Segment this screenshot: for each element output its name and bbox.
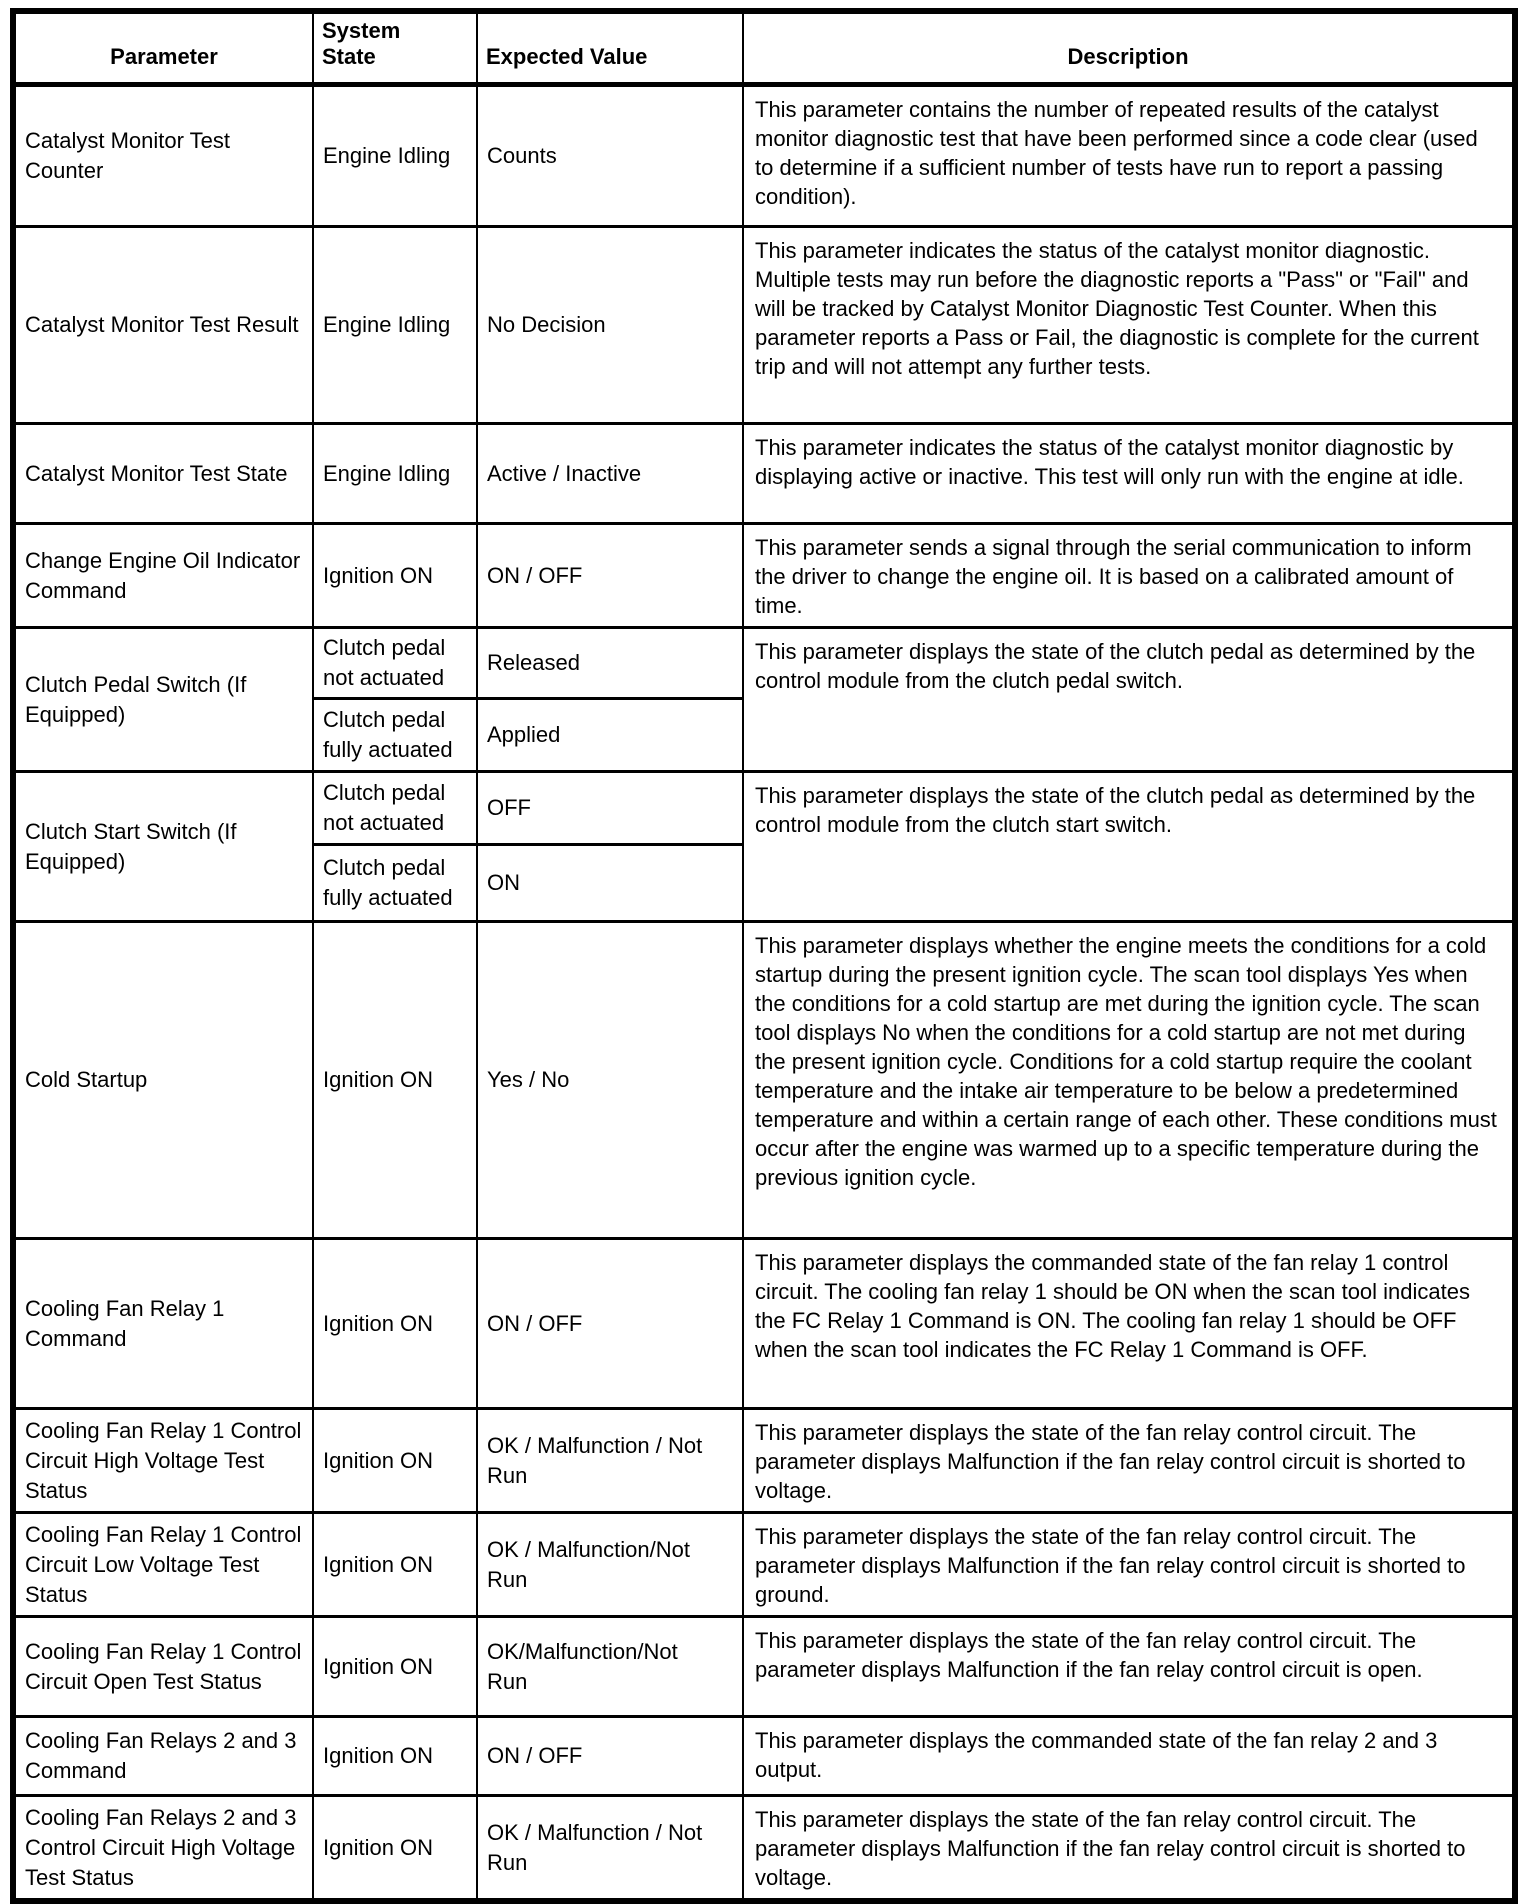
cell-expected-value: Counts (477, 85, 743, 227)
cell-expected-value: Yes / No (477, 922, 743, 1239)
cell-parameter: Clutch Pedal Switch (If Equipped) (13, 628, 313, 772)
table-row (13, 772, 1515, 845)
cell-description: This parameter displays the state of the fan relay control circuit. The parameter displays Malfunction if the fan relay control circuit is open. (743, 1617, 1515, 1717)
cell-system-state: Ignition ON (313, 1239, 477, 1409)
cell-parameter: Catalyst Monitor Test Result (13, 227, 313, 424)
column-header-description: Description (743, 11, 1515, 85)
cell-system-state: Ignition ON (313, 1796, 477, 1902)
header-row (13, 11, 1515, 85)
cell-description: This parameter displays the commanded state of the fan relay 2 and 3 output. (743, 1717, 1515, 1796)
cell-description: This parameter displays whether the engine meets the conditions for a cold startup during the present ignition cycle. The scan tool displays Yes when the conditions for a cold startup are met during the ignition cycle. The scan tool displays No when the conditions for a cold startup are not met during the present ignition cycle. Conditions for a cold startup require the coolant temperature and the intake air temperature to be below a predetermined temperature and within a certain range of each other. These conditions must occur after the engine was warmed up to a specific temperature during the previous ignition cycle. (743, 922, 1515, 1239)
cell-system-state: Engine Idling (313, 227, 477, 424)
cell-system-state: Clutch pedal fully actuated (313, 845, 477, 922)
column-header-parameter: Parameter (13, 11, 313, 85)
table-row (13, 1617, 1515, 1717)
cell-description: This parameter contains the number of repeated results of the catalyst monitor diagnostic test that have been performed since a code clear (used to determine if a sufficient number of tests have run to report a passing condition). (743, 85, 1515, 227)
cell-description: This parameter displays the state of the fan relay control circuit. The parameter displays Malfunction if the fan relay control circuit is shorted to voltage. (743, 1796, 1515, 1902)
table-row (13, 1409, 1515, 1513)
cell-expected-value: Released (477, 628, 743, 699)
cell-expected-value: No Decision (477, 227, 743, 424)
table-row (13, 1717, 1515, 1796)
cell-expected-value: OK / Malfunction / Not Run (477, 1796, 743, 1902)
cell-expected-value: ON (477, 845, 743, 922)
cell-system-state: Ignition ON (313, 1717, 477, 1796)
table-row (13, 1513, 1515, 1617)
cell-expected-value: Applied (477, 699, 743, 772)
cell-system-state: Clutch pedal fully actuated (313, 699, 477, 772)
table-row (13, 922, 1515, 1239)
cell-system-state: Engine Idling (313, 85, 477, 227)
cell-expected-value: OK / Malfunction/Not Run (477, 1513, 743, 1617)
table-row (13, 1239, 1515, 1409)
parameters-table (10, 8, 1518, 1904)
cell-expected-value: ON / OFF (477, 1239, 743, 1409)
table-row (13, 628, 1515, 699)
cell-parameter: Cooling Fan Relay 1 Control Circuit Low Voltage Test Status (13, 1513, 313, 1617)
cell-description: This parameter indicates the status of the catalyst monitor diagnostic by displaying active or inactive. This test will only run with the engine at idle. (743, 424, 1515, 524)
cell-parameter: Catalyst Monitor Test Counter (13, 85, 313, 227)
cell-system-state: Clutch pedal not actuated (313, 628, 477, 699)
cell-system-state: Ignition ON (313, 1513, 477, 1617)
cell-system-state: Clutch pedal not actuated (313, 772, 477, 845)
cell-parameter: Catalyst Monitor Test State (13, 424, 313, 524)
cell-description: This parameter displays the state of the fan relay control circuit. The parameter displays Malfunction if the fan relay control circuit is shorted to voltage. (743, 1409, 1515, 1513)
cell-expected-value: OK/Malfunction/Not Run (477, 1617, 743, 1717)
cell-description: This parameter sends a signal through the serial communication to inform the driver to change the engine oil. It is based on a calibrated amount of time. (743, 524, 1515, 628)
table-row (13, 1796, 1515, 1902)
column-header-expected-value: Expected Value (477, 11, 743, 85)
cell-parameter: Change Engine Oil Indicator Command (13, 524, 313, 628)
cell-system-state: Ignition ON (313, 1617, 477, 1717)
table-row (13, 424, 1515, 524)
cell-description: This parameter displays the state of the clutch pedal as determined by the control module from the clutch start switch. (743, 772, 1515, 922)
cell-description: This parameter displays the state of the clutch pedal as determined by the control module from the clutch pedal switch. (743, 628, 1515, 772)
cell-expected-value: ON / OFF (477, 1717, 743, 1796)
cell-description: This parameter displays the commanded state of the fan relay 1 control circuit. The cooling fan relay 1 should be ON when the scan tool indicates the FC Relay 1 Command is ON. The cooling fan relay 1 should be OFF when the scan tool indicates the FC Relay 1 Command is OFF. (743, 1239, 1515, 1409)
cell-expected-value: Active / Inactive (477, 424, 743, 524)
column-header-system-state: System State (313, 11, 477, 85)
cell-system-state: Ignition ON (313, 1409, 477, 1513)
cell-description: This parameter indicates the status of the catalyst monitor diagnostic. Multiple tests may run before the diagnostic reports a "Pass" or "Fail" and will be tracked by Catalyst Monitor Diagnostic Test Counter. When this parameter reports a Pass or Fail, the diagnostic is complete for the current trip and will not attempt any further tests. (743, 227, 1515, 424)
table-row (13, 85, 1515, 227)
cell-system-state: Ignition ON (313, 922, 477, 1239)
cell-parameter: Cooling Fan Relay 1 Control Circuit High Voltage Test Status (13, 1409, 313, 1513)
cell-parameter: Cooling Fan Relays 2 and 3 Command (13, 1717, 313, 1796)
cell-expected-value: OK / Malfunction / Not Run (477, 1409, 743, 1513)
cell-parameter: Cooling Fan Relays 2 and 3 Control Circuit High Voltage Test Status (13, 1796, 313, 1902)
cell-system-state: Ignition ON (313, 524, 477, 628)
cell-parameter: Cooling Fan Relay 1 Command (13, 1239, 313, 1409)
cell-system-state: Engine Idling (313, 424, 477, 524)
table-row (13, 524, 1515, 628)
cell-expected-value: OFF (477, 772, 743, 845)
table-row (13, 227, 1515, 424)
cell-parameter: Cooling Fan Relay 1 Control Circuit Open Test Status (13, 1617, 313, 1717)
cell-expected-value: ON / OFF (477, 524, 743, 628)
cell-parameter: Cold Startup (13, 922, 313, 1239)
cell-parameter: Clutch Start Switch (If Equipped) (13, 772, 313, 922)
cell-description: This parameter displays the state of the fan relay control circuit. The parameter displays Malfunction if the fan relay control circuit is shorted to ground. (743, 1513, 1515, 1617)
